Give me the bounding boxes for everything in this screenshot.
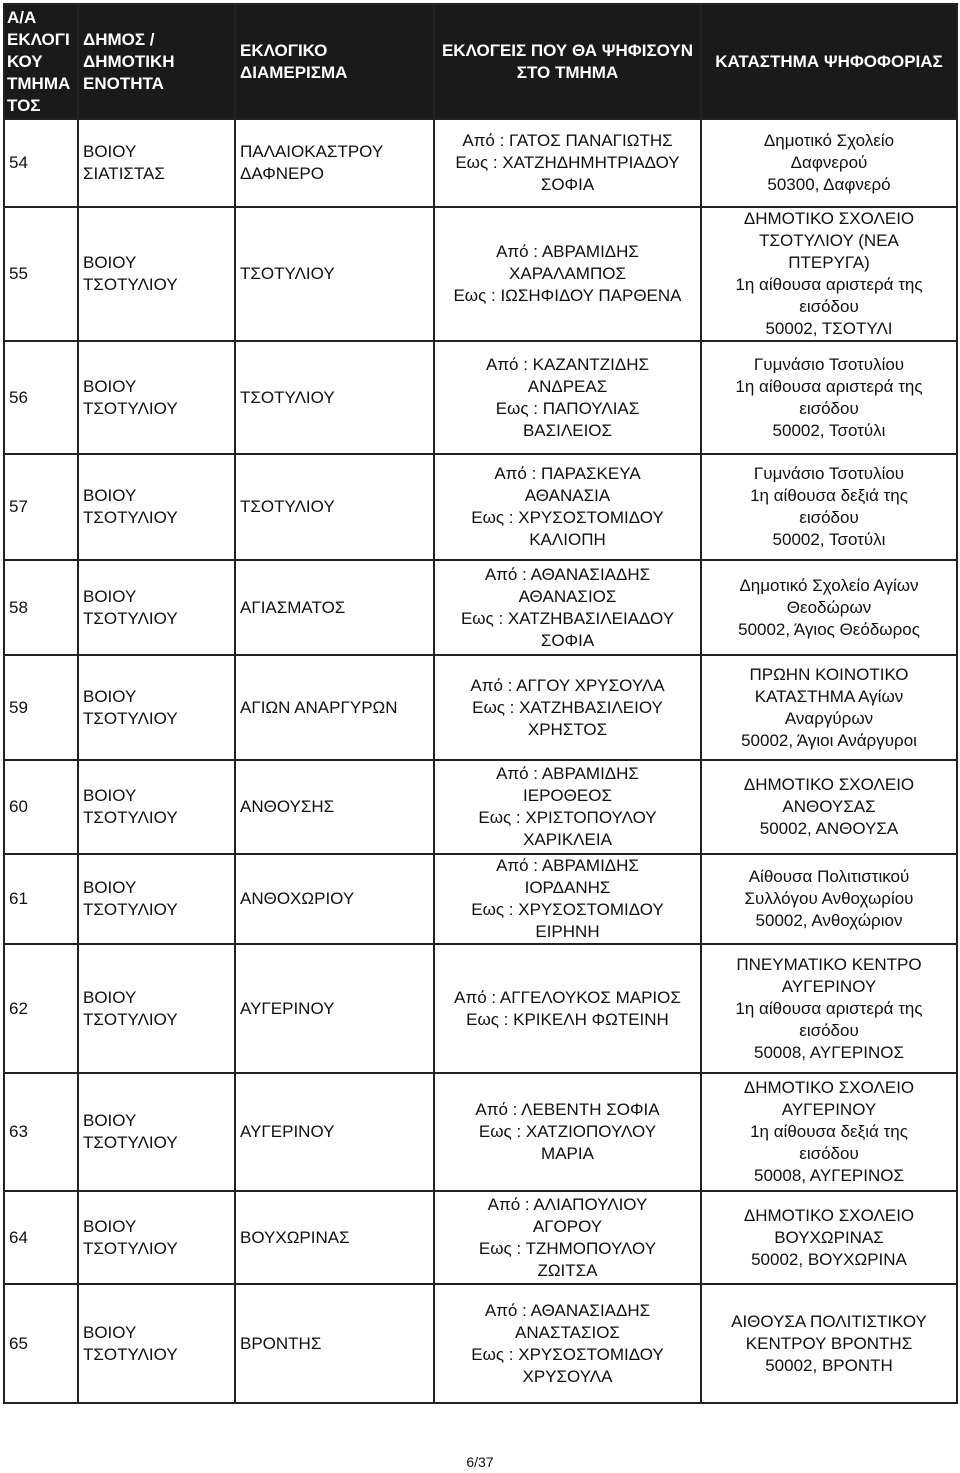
header-number: Α/Α ΕΚΛΟΓΙ ΚΟΥ ΤΜΗΜΑ ΤΟΣ	[4, 4, 78, 119]
row-polling-station: Δημοτικό Σχολείο Αγίων Θεοδώρων 50002, Άγιος Θεόδωρος	[701, 560, 957, 655]
row-voters-range: Από : ΑΘΑΝΑΣΙΑΔΗΣ ΑΝΑΣΤΑΣΙΟΣ Εως : ΧΡΥΣΟΣΤΟΜΙΔΟΥ ΧΡΥΣΟΥΛΑ	[434, 1284, 701, 1403]
row-municipality: ΒΟΙΟΥ ΤΣΟΤΥΛΙΟΥ	[78, 341, 235, 454]
row-municipality: ΒΟΙΟΥ ΤΣΟΤΥΛΙΟΥ	[78, 560, 235, 655]
row-polling-station: ΑΙΘΟΥΣΑ ΠΟΛΙΤΙΣΤΙΚΟΥ ΚΕΝΤΡΟΥ ΒΡΟΝΤΗΣ 50002, ΒΡΟΝΤΗ	[701, 1284, 957, 1403]
table-row	[4, 854, 957, 944]
table-row	[4, 207, 957, 341]
row-voters-range: Από : ΑΒΡΑΜΙΔΗΣ ΙΕΡΟΘΕΟΣ Εως : ΧΡΙΣΤΟΠΟΥΛΟΥ ΧΑΡΙΚΛΕΙΑ	[434, 760, 701, 854]
table-row	[4, 1191, 957, 1284]
row-municipality: ΒΟΙΟΥ ΤΣΟΤΥΛΙΟΥ	[78, 854, 235, 944]
row-district: ΤΣΟΤΥΛΙΟΥ	[235, 454, 434, 560]
row-district: ΑΝΘΟΧΩΡΙΟΥ	[235, 854, 434, 944]
table-row	[4, 655, 957, 760]
header-voters: ΕΚΛΟΓΕΙΣ ΠΟΥ ΘΑ ΨΗΦΙΣΟΥΝ ΣΤΟ ΤΜΗΜΑ	[434, 4, 701, 119]
row-polling-station: ΔΗΜΟΤΙΚΟ ΣΧΟΛΕΙΟ ΒΟΥΧΩΡΙΝΑΣ 50002, ΒΟΥΧΩΡΙΝΑ	[701, 1191, 957, 1284]
row-district: ΠΑΛΑΙΟΚΑΣΤΡΟΥ ΔΑΦΝΕΡΟ	[235, 119, 434, 207]
row-municipality: ΒΟΙΟΥ ΤΣΟΤΥΛΙΟΥ	[78, 655, 235, 760]
table-row	[4, 1073, 957, 1191]
table-row	[4, 760, 957, 854]
row-voters-range: Από : ΑΒΡΑΜΙΔΗΣ ΙΟΡΔΑΝΗΣ Εως : ΧΡΥΣΟΣΤΟΜΙΔΟΥ ΕΙΡΗΝΗ	[434, 854, 701, 944]
row-municipality: ΒΟΙΟΥ ΤΣΟΤΥΛΙΟΥ	[78, 1073, 235, 1191]
row-polling-station: Γυμνάσιο Τσοτυλίου 1η αίθουσα αριστερά της εισόδου 50002, Τσοτύλι	[701, 341, 957, 454]
row-polling-station: ΔΗΜΟΤΙΚΟ ΣΧΟΛΕΙΟ ΑΝΘΟΥΣΑΣ 50002, ΑΝΘΟΥΣΑ	[701, 760, 957, 854]
row-polling-station: Γυμνάσιο Τσοτυλίου 1η αίθουσα δεξιά της εισόδου 50002, Τσοτύλι	[701, 454, 957, 560]
row-polling-station: ΠΡΩΗΝ ΚΟΙΝΟΤΙΚΟ ΚΑΤΑΣΤΗΜΑ Αγίων Αναργύρων 50002, Άγιοι Ανάργυροι	[701, 655, 957, 760]
table-header-row	[4, 4, 957, 119]
row-number: 58	[4, 560, 78, 655]
header-district: ΕΚΛΟΓΙΚΟ ΔΙΑΜΕΡΙΣΜΑ	[235, 4, 434, 119]
row-district: ΑΓΙΑΣΜΑΤΟΣ	[235, 560, 434, 655]
header-municipality: ΔΗΜΟΣ / ΔΗΜΟΤΙΚΗ ΕΝΟΤΗΤΑ	[78, 4, 235, 119]
row-voters-range: Από : ΛΕΒΕΝΤΗ ΣΟΦΙΑ Εως : ΧΑΤΖΙΟΠΟΥΛΟΥ ΜΑΡΙΑ	[434, 1073, 701, 1191]
row-number: 55	[4, 207, 78, 341]
row-number: 65	[4, 1284, 78, 1403]
table-row	[4, 560, 957, 655]
row-voters-range: Από : ΑΓΓΕΛΟΥΚΟΣ ΜΑΡΙΟΣ Εως : ΚΡΙΚΕΛΗ ΦΩΤΕΙΝΗ	[434, 944, 701, 1073]
row-polling-station: ΔΗΜΟΤΙΚΟ ΣΧΟΛΕΙΟ ΤΣΟΤΥΛΙΟΥ (ΝΕΑ ΠΤΕΡΥΓΑ) 1η αίθουσα αριστερά της εισόδου 50002, ΤΣΟΤΥΛΙ	[701, 207, 957, 341]
polling-stations-table	[3, 3, 958, 1404]
table-row	[4, 454, 957, 560]
row-voters-range: Από : ΓΑΤΟΣ ΠΑΝΑΓΙΩΤΗΣ Εως : ΧΑΤΖΗΔΗΜΗΤΡΙΑΔΟΥ ΣΟΦΙΑ	[434, 119, 701, 207]
row-polling-station: Δημοτικό Σχολείο Δαφνερού 50300, Δαφνερό	[701, 119, 957, 207]
table-row	[4, 341, 957, 454]
row-voters-range: Από : ΑΘΑΝΑΣΙΑΔΗΣ ΑΘΑΝΑΣΙΟΣ Εως : ΧΑΤΖΗΒΑΣΙΛΕΙΑΔΟΥ ΣΟΦΙΑ	[434, 560, 701, 655]
row-number: 54	[4, 119, 78, 207]
row-number: 62	[4, 944, 78, 1073]
table-row	[4, 944, 957, 1073]
row-polling-station: ΠΝΕΥΜΑΤΙΚΟ ΚΕΝΤΡΟ ΑΥΓΕΡΙΝΟΥ 1η αίθουσα αριστερά της εισόδου 50008, ΑΥΓΕΡΙΝΟΣ	[701, 944, 957, 1073]
row-polling-station: ΔΗΜΟΤΙΚΟ ΣΧΟΛΕΙΟ ΑΥΓΕΡΙΝΟΥ 1η αίθουσα δεξιά της εισόδου 50008, ΑΥΓΕΡΙΝΟΣ	[701, 1073, 957, 1191]
row-municipality: ΒΟΙΟΥ ΤΣΟΤΥΛΙΟΥ	[78, 1284, 235, 1403]
row-number: 64	[4, 1191, 78, 1284]
row-voters-range: Από : ΠΑΡΑΣΚΕΥΑ ΑΘΑΝΑΣΙΑ Εως : ΧΡΥΣΟΣΤΟΜΙΔΟΥ ΚΑΛΙΟΠΗ	[434, 454, 701, 560]
row-municipality: ΒΟΙΟΥ ΤΣΟΤΥΛΙΟΥ	[78, 944, 235, 1073]
row-number: 59	[4, 655, 78, 760]
row-number: 60	[4, 760, 78, 854]
row-municipality: ΒΟΙΟΥ ΤΣΟΤΥΛΙΟΥ	[78, 1191, 235, 1284]
row-district: ΑΥΓΕΡΙΝΟΥ	[235, 1073, 434, 1191]
row-municipality: ΒΟΙΟΥ ΤΣΟΤΥΛΙΟΥ	[78, 760, 235, 854]
row-district: ΑΓΙΩΝ ΑΝΑΡΓΥΡΩΝ	[235, 655, 434, 760]
row-voters-range: Από : ΚΑΖΑΝΤΖΙΔΗΣ ΑΝΔΡΕΑΣ Εως : ΠΑΠΟΥΛΙΑΣ ΒΑΣΙΛΕΙΟΣ	[434, 341, 701, 454]
row-number: 57	[4, 454, 78, 560]
row-voters-range: Από : ΑΓΓΟΥ ΧΡΥΣΟΥΛΑ Εως : ΧΑΤΖΗΒΑΣΙΛΕΙΟΥ ΧΡΗΣΤΟΣ	[434, 655, 701, 760]
row-number: 63	[4, 1073, 78, 1191]
header-station: ΚΑΤΑΣΤΗΜΑ ΨΗΦΟΦΟΡΙΑΣ	[701, 4, 957, 119]
row-municipality: ΒΟΙΟΥ ΤΣΟΤΥΛΙΟΥ	[78, 207, 235, 341]
row-district: ΑΥΓΕΡΙΝΟΥ	[235, 944, 434, 1073]
row-voters-range: Από : ΑΒΡΑΜΙΔΗΣ ΧΑΡΑΛΑΜΠΟΣ Εως : ΙΩΣΗΦΙΔΟΥ ΠΑΡΘΕΝΑ	[434, 207, 701, 341]
row-district: ΒΟΥΧΩΡΙΝΑΣ	[235, 1191, 434, 1284]
row-polling-station: Αίθουσα Πολιτιστικού Συλλόγου Ανθοχωρίου 50002, Ανθοχώριον	[701, 854, 957, 944]
row-voters-range: Από : ΑΛΙΑΠΟΥΛΙΟΥ ΑΓΟΡΟΥ Εως : ΤΖΗΜΟΠΟΥΛΟΥ ΖΩΙΤΣΑ	[434, 1191, 701, 1284]
row-number: 61	[4, 854, 78, 944]
row-municipality: ΒΟΙΟΥ ΤΣΟΤΥΛΙΟΥ	[78, 454, 235, 560]
row-district: ΤΣΟΤΥΛΙΟΥ	[235, 207, 434, 341]
row-district: ΤΣΟΤΥΛΙΟΥ	[235, 341, 434, 454]
table-row	[4, 1284, 957, 1403]
row-district: ΒΡΟΝΤΗΣ	[235, 1284, 434, 1403]
row-municipality: ΒΟΙΟΥ ΣΙΑΤΙΣΤΑΣ	[78, 119, 235, 207]
row-number: 56	[4, 341, 78, 454]
page-number: 6/37	[466, 1454, 494, 1470]
row-district: ΑΝΘΟΥΣΗΣ	[235, 760, 434, 854]
table-row	[4, 119, 957, 207]
